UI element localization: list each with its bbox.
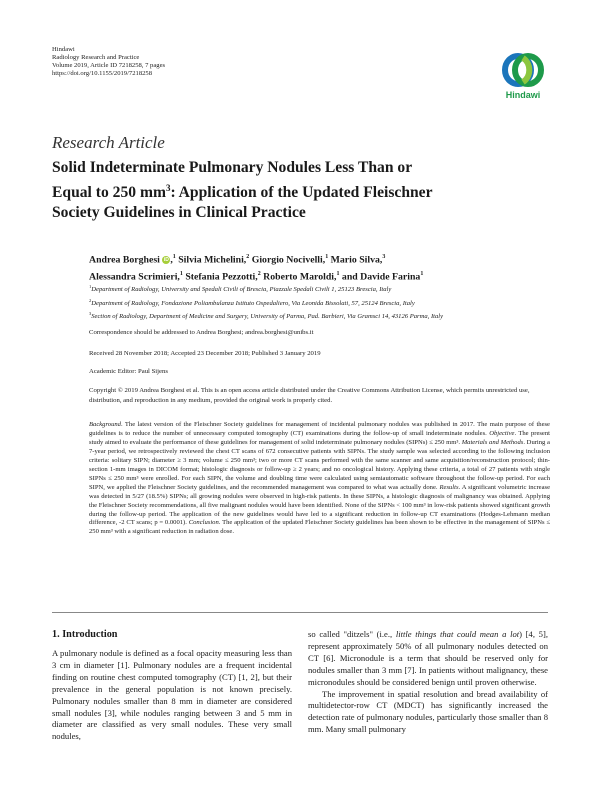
article-type: Research Article [52,133,165,152]
abstract-background-label: Background [89,421,121,428]
author-sup: 1 [172,254,176,260]
abstract-methods-label: Materials and Methods [461,438,524,446]
abstract-background: . The latest version of the Fleischner Society guidelines for management of incidental pulmonary nodules was published in 2017. The main purpose of these guidelines is to reduce the number of unnecessary computed tomography (CT) examinations during the follow-up of small indeterminate nodules. [89,421,550,437]
author-name[interactable]: Silvia Michelini, [178,254,247,266]
intro-text: ) [4, 5], represent approximately 50% of all pulmonary nodules detected on CT [6]. Micronodule is a term that should be reserved only for nodules smaller than 3 mm [7]. In patients without malignancy, these micronodules should be considered benign until proven otherwise. [308,629,548,687]
orcid-icon[interactable]: iD [163,257,169,264]
author-name[interactable]: Mario Silva, [330,254,383,266]
volume-info: Volume 2019, Article ID 7218258, 7 pages [52,62,166,69]
intro-paragraph-1-cont [308,629,548,689]
intro-text: so called "ditzels" (i.e., [308,629,396,639]
author-sup: 2 [257,271,261,278]
affiliation-sup: 3 [89,311,92,316]
hindawi-logo-icon [497,50,549,90]
abstract-conclusion: . The application of the updated Fleischner Society guidelines has been shown to be effective in the management of SIPNs ≤ 250 mm³ with a significant reduction in radiation dose. [89,519,550,536]
correspondence: Correspondence should be addressed to Andrea Borghesi; andrea.borghesi@unibs.it [89,329,314,336]
abstract-objective-label: Objective [489,429,515,437]
doi-link[interactable]: https://doi.org/10.1155/2019/7218258 [52,70,153,77]
hindawi-logo [497,50,549,106]
intro-paragraph-2: The improvement in spatial resolution and bread availability of multidetector-row CT (MDCT) has significantly increased the detection rate of pulmonary nodules, particularly those smaller than 8 mm. Many small pulmonary [308,688,548,735]
author-sup: 1 [179,271,183,278]
author-sup: 1 [325,254,329,260]
journal-meta [52,46,165,78]
right-column [308,629,548,736]
author-name[interactable]: Davide Farina [360,271,421,283]
affiliation-1 [89,283,559,294]
academic-editor: Academic Editor: Paul Sijens [89,368,168,375]
publisher-name: Hindawi [52,46,75,53]
author-sup: 2 [246,254,250,260]
author-name[interactable]: Roberto Maroldi, [263,271,337,283]
author-sup: 3 [382,254,386,260]
abstract-results: . A significant volumetric increase was detected in 5/27 (18.5%) SIPNs; all growing nodules were observed in high-risk patients. In these SIPNs, a histologic diagnosis of malignancy was obtained. Applying the Fleischner Society recommendations, all five malignant nodules would have been identified. None of the SIPNs < 100 mm³ in low-risk patients showed significant growth during the follow-up period. The application of the new guidelines would have led to a significant reduction in follow-up CT examinations (Hodges-Lehmann median difference, -2 CT scans; p = 0.0001). [89,483,550,527]
author-sup: 1 [420,271,424,278]
title-line-2 [52,178,552,203]
intro-italic-text: little things that could mean a lot [395,629,520,639]
affiliation-text: Section of Radiology, Department of Medicine and Surgery, University of Parma, Pad. Barbieri, Via Gramsci 14, 43126 Parma, Italy [91,313,444,321]
author-name[interactable]: Andrea Borghesi [89,254,160,266]
affiliation-2 [89,297,559,308]
copyright-notice: Copyright © 2019 Andrea Borghesi et al. This is an open access article distributed under the Creative Commons Attribution License, which permits unrestricted use, distribution, and reproduction in any medium, provided the original work is properly cited. [89,387,530,404]
abstract-conclusion-label: Conclusion [188,519,219,527]
author-list [89,250,559,285]
journal-name: Radiology Research and Practice [52,54,140,61]
affiliation-sup: 1 [89,284,92,289]
publication-dates: Received 28 November 2018; Accepted 23 December 2018; Published 3 January 2019 [89,350,321,357]
author-line-2 [89,267,559,284]
title-line-2-a: Equal to 250 mm [52,184,166,202]
abstract-results-label: Results [439,483,459,491]
author-connector: and [341,271,361,283]
author-name[interactable]: Giorgio Nocivelli, [251,254,326,266]
introduction-heading: 1. Introduction [52,629,118,640]
author-name[interactable]: Stefania Pezzotti, [185,271,258,283]
title-line-1: Solid Indeterminate Pulmonary Nodules Less Than or [52,159,413,176]
author-name[interactable]: Alessandra Scrimieri, [89,271,180,283]
intro-paragraph-1: A pulmonary nodule is defined as a focal opacity measuring less than 3 cm in diameter [1]. Pulmonary nodules are a frequent incidental finding on routine chest computed tomography (CT) [1, 2], but their prevalence in the general population is not known precisely. Pulmonary nodules smaller than 8 mm in diameter are considered small nodules [3], while nodules ranging between 3 and 5 mm in diameter are classified as very small nodules. These very small nodules, [52,648,292,742]
abstract [89,421,550,537]
affiliation-sup: 2 [89,298,92,303]
affiliation-3 [89,310,559,321]
section-divider [52,612,548,613]
left-column [52,648,292,743]
abstract-methods: . During a 7-year period, we retrospectively reviewed the chest CT scans of 672 consecutive patients with SIPNs. The study sample was selected according to the following inclusion criteria: solitary SIPN; diameter ≥ 3 mm; volume ≤ 250 mm³; two or more CT scans performed with the same scanner and same acquisition/reconstruction protocol; thin-section 1-mm images in DICOM format; histologic diagnosis or follow-up ≥ 2 years; and no oncological history. Applying these criteria, a total of 27 patients with single SIPNs ≤ 250 mm³ were enrolled. For each SIPN, the volume and doubling time were calculated using semiautomatic software throughout the follow-up period. For each SIPN, we applied the Fleischner Society guidelines, and the recommended management was compared to what was actually done. [89,438,550,491]
hindawi-logo-text: Hindawi [505,90,541,100]
author-line-1: Andrea Borghesi iD ,$^1$ Silvia Michelini,$^2$ Giorgio Nocivelli,$^1$ Mario Silva,$^3$ [89,254,386,266]
affiliation-text: Department of Radiology, University and Spedali Civili of Brescia, Piazzale Spedali Civili 1, 25123 Brescia, Italy [91,286,392,294]
author-sup: 1 [336,271,340,278]
abstract-objective: . The present study aimed to evaluate the performance of these guidelines for management of solid indeterminate pulmonary nodules (SIPNs) ≤ 250 mm³. [89,429,550,446]
title-superscript: 3 [165,183,171,193]
title-line-2-b: : Application of the Updated Fleischner [170,184,433,202]
title-line-3: Society Guidelines in Clinical Practice [52,204,306,222]
affiliation-text: Department of Radiology, Fondazione Poliambulanza Istituto Ospedaliero, Via Leonida Bissolati, 57, 25124 Brescia, Italy [91,300,415,308]
article-title [52,158,552,223]
